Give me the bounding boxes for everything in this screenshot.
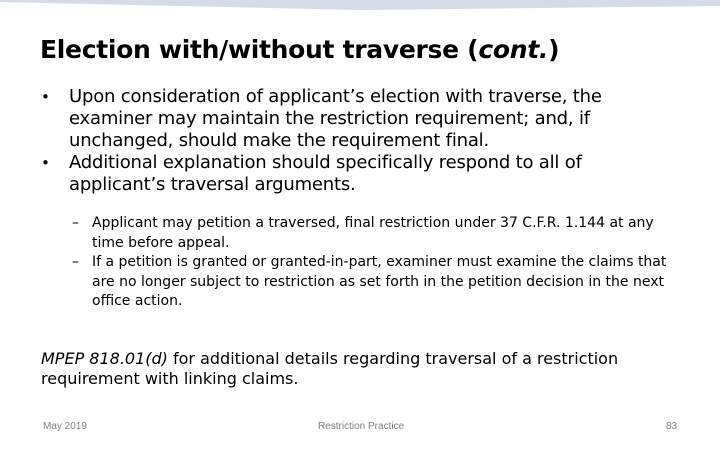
title-emphasis: cont. [478,35,549,64]
page-number: 83 [666,421,678,432]
bullet-list [41,86,681,196]
bullet-marker: • [41,154,50,172]
sub-bullet-text: Applicant may petition a traversed, final restriction under 37 C.F.R. 1.144 at any time before appeal. [92,215,654,251]
slide-title [40,30,559,70]
sub-bullet-marker: – [72,215,79,231]
footer-title: Restriction Practice [318,421,405,432]
header-decoration [0,0,720,20]
title-main: Election with/without traverse ( [40,35,479,64]
sub-bullet-item [72,214,682,253]
sub-bullet-item [72,253,682,312]
footer-date: May 2019 [43,421,87,432]
title-suffix: ) [548,35,560,64]
bullet-text: Additional explanation should specifically respond to all of applicant’s traversal arguments. [69,152,582,195]
reference-text: for additional details regarding traversal of a restriction requirement with linking claims. [41,349,619,388]
reference-note [41,349,681,389]
bullet-item [41,152,681,196]
bullet-text: Upon consideration of applicant’s election with traverse, the examiner may maintain the restriction requirement; and, if unchanged, should make the requirement final. [69,86,602,151]
sub-bullet-marker: – [72,254,79,270]
sub-bullet-list [72,214,682,312]
bullet-item [41,86,681,152]
bullet-marker: • [41,88,50,106]
reference-citation: MPEP 818.01(d) [41,349,168,368]
sub-bullet-text: If a petition is granted or granted-in-part, examiner must examine the claims that are no longer subject to restriction as set forth in the petition decision in the next office action. [92,254,667,309]
